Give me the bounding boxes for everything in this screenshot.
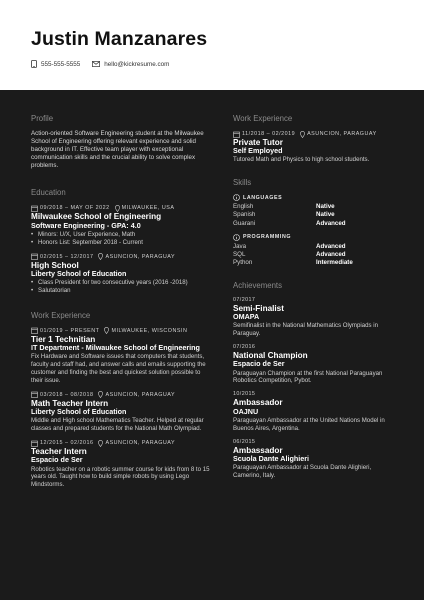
skill-level: Advanced bbox=[316, 219, 346, 227]
email-address: hello@kickresume.com bbox=[104, 60, 170, 68]
education-item bbox=[31, 253, 211, 295]
work-item bbox=[233, 130, 398, 164]
education-item bbox=[31, 204, 211, 246]
skill-name: Spanish bbox=[233, 211, 256, 219]
envelope-icon bbox=[92, 61, 100, 67]
education-bullets bbox=[31, 231, 211, 247]
entry-location: ASUNCION, PARAGUAY bbox=[105, 440, 176, 447]
achievement-date: 07/2017 bbox=[233, 296, 256, 303]
job-role: Teacher Intern bbox=[31, 447, 87, 457]
degree-name: Software Engineering - GPA: 4.0 bbox=[31, 220, 141, 230]
entry-location: MILWAUKEE, USA bbox=[121, 205, 175, 212]
achievements-section bbox=[233, 281, 398, 480]
skills-title: Skills bbox=[233, 178, 252, 188]
degree-name: Liberty School of Education bbox=[31, 268, 127, 278]
achievement-title: Ambassador bbox=[233, 445, 283, 455]
education-title: Education bbox=[31, 188, 66, 198]
entry-location: ASUNCION, PARAGUAY bbox=[105, 391, 176, 398]
work-experience-title: Work Experience bbox=[233, 114, 293, 123]
skill-name: Python bbox=[233, 258, 253, 266]
school-name: Milwaukee School of Engineering bbox=[31, 212, 162, 222]
skill-row bbox=[233, 243, 398, 251]
skills-section bbox=[233, 178, 398, 267]
entry-dates: 11/2018 – 02/2019 bbox=[242, 131, 296, 137]
phone-number: 555-555-5555 bbox=[41, 60, 81, 68]
job-organization: IT Department - Milwaukee School of Engineering bbox=[31, 343, 200, 353]
profile-title: Profile bbox=[31, 114, 54, 123]
job-organization: Liberty School of Education bbox=[31, 407, 127, 417]
entry-meta bbox=[31, 253, 211, 261]
achievement-org: Espacio de Ser bbox=[233, 359, 285, 369]
job-organization: Self Employed bbox=[233, 146, 283, 156]
bullet-item: • Salutatorian bbox=[31, 287, 211, 295]
resume-header bbox=[0, 0, 424, 90]
achievement-title: Ambassador bbox=[233, 398, 283, 408]
achievement-description: Paraguayan Champion at the first National Paraguayan Robotics Competition, Pybot. bbox=[233, 369, 383, 385]
email-contact[interactable] bbox=[92, 61, 169, 68]
job-role: Math Teacher Intern bbox=[31, 398, 109, 408]
work-experience-right-section bbox=[233, 114, 398, 164]
achievement-org: Scuola Dante Alighieri bbox=[233, 453, 310, 463]
job-description: Tutored Math and Physics to high school students. bbox=[233, 156, 370, 164]
entry-meta bbox=[233, 130, 398, 138]
job-role: Private Tutor bbox=[233, 138, 283, 147]
education-bullets bbox=[31, 279, 211, 295]
location-pin-icon bbox=[104, 327, 109, 334]
contact-bar bbox=[31, 60, 181, 68]
achievement-title: Semi-Finalist bbox=[233, 303, 284, 313]
school-name: High School bbox=[31, 260, 79, 270]
skill-level: Advanced bbox=[316, 250, 346, 258]
work-experience-title: Work Experience bbox=[31, 310, 91, 320]
entry-meta bbox=[31, 327, 211, 335]
achievement-item bbox=[233, 344, 398, 385]
job-description: Robotics teacher on a robotic summer course for kids from 8 to 15 years old. Taught how to build simple robots by using Lego Mindstorms. bbox=[31, 465, 210, 489]
skill-row bbox=[233, 251, 398, 259]
skill-row bbox=[233, 259, 398, 267]
achievement-item bbox=[233, 391, 398, 432]
work-item bbox=[31, 439, 211, 489]
skill-name: Guarani bbox=[233, 219, 256, 227]
achievement-date: 06/2015 bbox=[233, 438, 256, 445]
work-item bbox=[31, 327, 211, 385]
skill-level: Intermediate bbox=[316, 258, 353, 266]
skill-row bbox=[233, 203, 398, 211]
entry-location: MILWAUKEE, WISCONSIN bbox=[111, 327, 188, 334]
location-pin-icon bbox=[300, 131, 305, 138]
location-pin-icon bbox=[115, 205, 120, 212]
achievement-description: Paraguayan Ambassador at the United Nations Model in Buenos Aires, Argentina. bbox=[233, 416, 385, 432]
phone-icon bbox=[31, 60, 37, 68]
entry-location: ASUNCION, PARAGUAY bbox=[307, 131, 377, 137]
location-pin-icon bbox=[98, 440, 103, 447]
achievement-description: Semifinalist in the National Mathematics Olympiads in Paraguay. bbox=[233, 322, 378, 338]
job-organization: Espacio de Ser bbox=[31, 455, 83, 465]
bullet-item: • Honors List: September 2018 - Current bbox=[31, 239, 211, 247]
profile-text: Action-oriented Software Engineering student at the Milwaukee School of Engineering offering relevant experience and solid background in IT. Effective team player with exceptional communication skills and the crucial ability to solve complex problems. bbox=[31, 130, 204, 170]
skill-group-label: PROGRAMMING bbox=[243, 234, 292, 241]
skill-group-title bbox=[233, 194, 398, 201]
work-item bbox=[31, 391, 211, 433]
skill-level: Advanced bbox=[316, 242, 346, 250]
info-circle-icon bbox=[233, 234, 240, 241]
achievement-item bbox=[233, 297, 398, 338]
bullet-item: • Class President for two consecutive years (2016 -2018) bbox=[31, 279, 211, 287]
skill-row bbox=[233, 211, 398, 219]
skill-level: Native bbox=[316, 203, 335, 211]
right-column bbox=[233, 114, 398, 494]
achievements-title: Achievements bbox=[233, 280, 282, 290]
entry-location: ASUNCION, PARAGUAY bbox=[105, 253, 176, 260]
entry-meta bbox=[31, 391, 211, 399]
achievement-item bbox=[233, 439, 398, 480]
profile-section bbox=[31, 114, 211, 170]
job-description: Fix Hardware and Software issues that computers that students, faculty and staff had, and answer calls and emails supporting the customer and finding the best and quickest solution possible to their issue. bbox=[31, 353, 206, 385]
calendar-icon bbox=[31, 440, 38, 447]
achievement-org: OAJNU bbox=[233, 406, 259, 416]
entry-dates: 01/2019 – PRESENT bbox=[40, 327, 100, 334]
skill-group-languages bbox=[233, 194, 398, 227]
achievement-date: 10/2015 bbox=[233, 391, 256, 398]
calendar-icon bbox=[31, 253, 38, 260]
candidate-name: Justin Manzanares bbox=[31, 28, 208, 50]
calendar-icon bbox=[233, 131, 240, 138]
skill-group-programming bbox=[233, 234, 398, 267]
location-pin-icon bbox=[98, 253, 103, 260]
achievement-date: 07/2016 bbox=[233, 344, 256, 351]
skill-name: Java bbox=[233, 242, 247, 250]
bullet-item: • Minors: U/X, User Experience, Math bbox=[31, 231, 211, 239]
entry-dates: 12/2015 – 02/2016 bbox=[40, 440, 94, 447]
entry-dates: 09/2018 – MAY OF 2022 bbox=[40, 205, 110, 212]
achievement-description: Paraguayan Ambassador at Scuola Dante Alighieri, Camerino, Italy. bbox=[233, 463, 372, 479]
skill-group-title bbox=[233, 234, 398, 241]
skill-name: English bbox=[233, 203, 254, 211]
calendar-icon bbox=[31, 205, 38, 212]
skill-level: Native bbox=[316, 211, 335, 219]
entry-meta bbox=[31, 439, 211, 447]
calendar-icon bbox=[31, 391, 38, 398]
entry-dates: 03/2018 – 08/2018 bbox=[40, 391, 94, 398]
info-circle-icon bbox=[233, 194, 240, 201]
calendar-icon bbox=[31, 327, 38, 334]
job-role: Tier 1 Technitian bbox=[31, 334, 96, 344]
job-description: Middle and High school Mathematics Teacher. Helped at regular classes and prepared students for the National Math Olympiad. bbox=[31, 417, 204, 433]
phone-contact[interactable] bbox=[31, 60, 80, 68]
entry-dates: 02/2015 – 12/2017 bbox=[40, 253, 94, 260]
location-pin-icon bbox=[98, 391, 103, 398]
achievement-org: OMAPA bbox=[233, 312, 260, 322]
skill-group-label: LANGUAGES bbox=[243, 194, 283, 201]
achievement-title: National Champion bbox=[233, 351, 308, 361]
work-experience-section bbox=[31, 311, 211, 489]
left-column bbox=[31, 114, 211, 503]
skill-row bbox=[233, 220, 398, 228]
education-section bbox=[31, 188, 211, 294]
skill-name: SQL bbox=[233, 250, 246, 258]
entry-meta bbox=[31, 204, 211, 212]
